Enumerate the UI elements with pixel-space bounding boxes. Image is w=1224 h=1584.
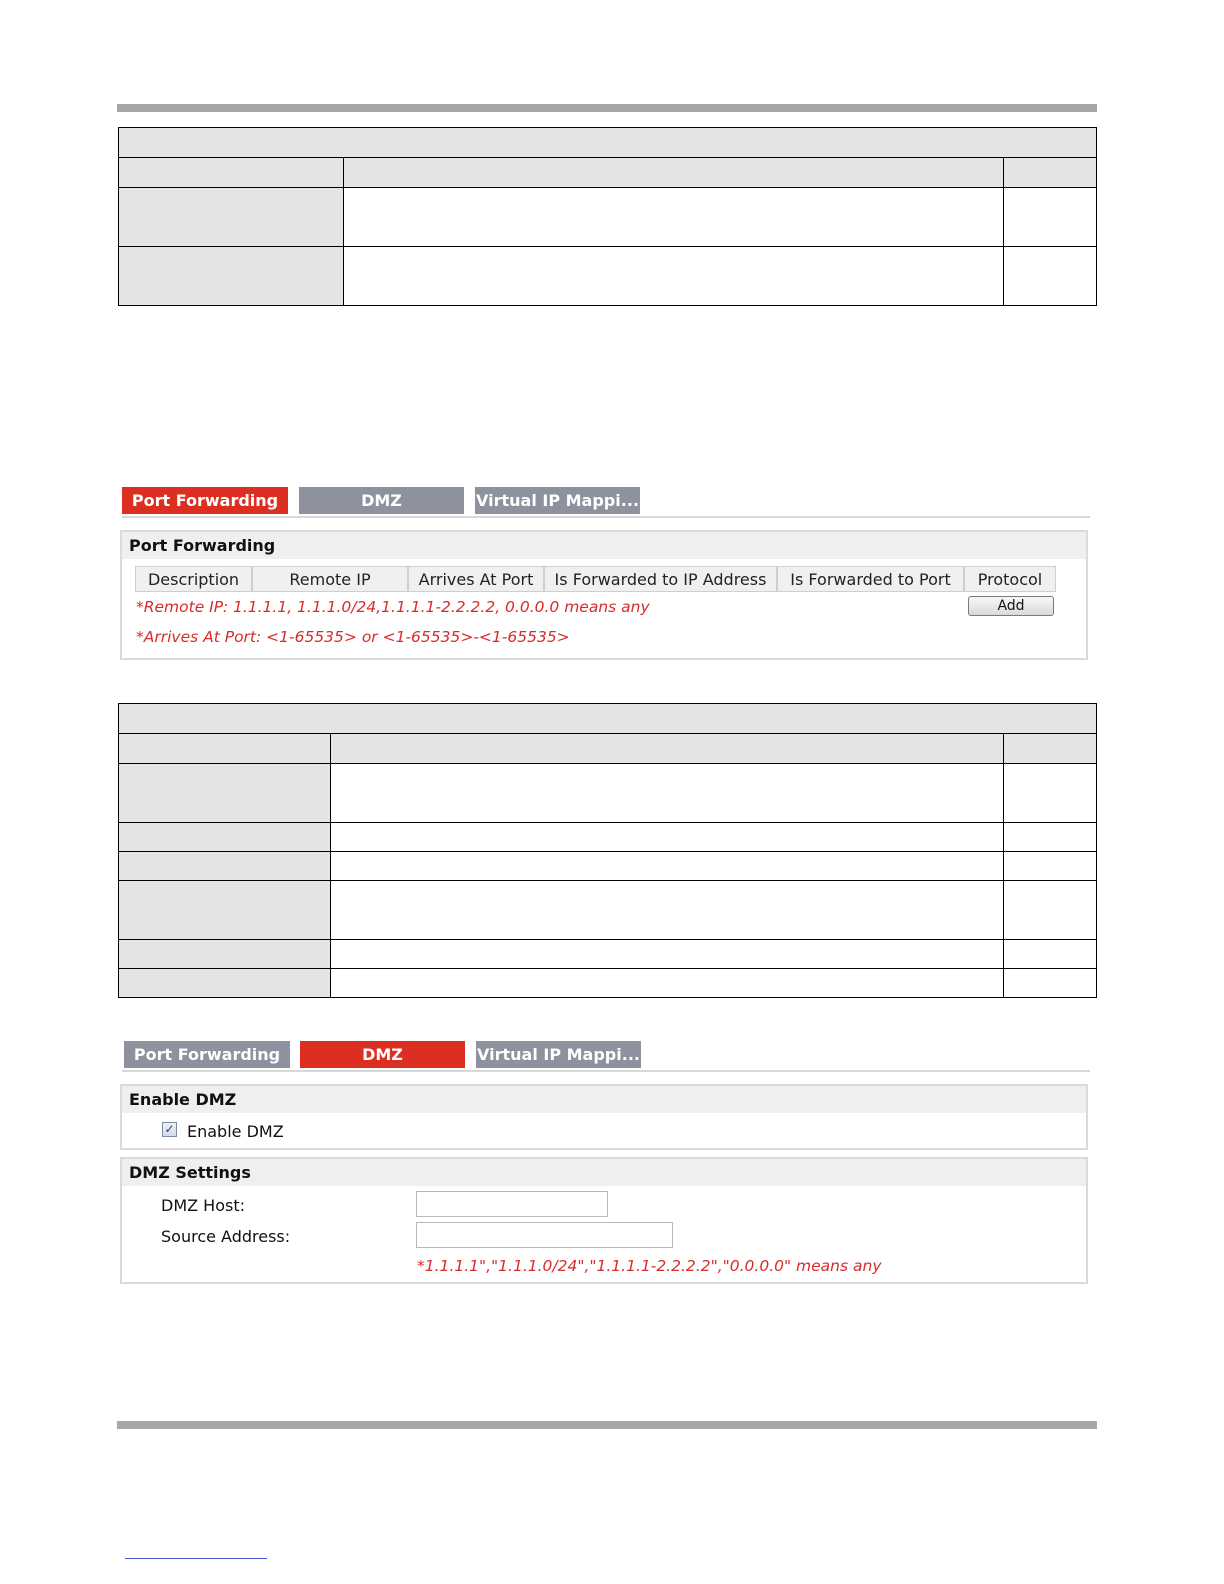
dmz-settings-title: DMZ Settings [122, 1159, 1086, 1186]
col-remote-ip: Remote IP [252, 566, 408, 592]
col-arrives-at-port: Arrives At Port [408, 566, 544, 592]
footer-link-underline [125, 1558, 267, 1559]
enable-dmz-title: Enable DMZ [122, 1086, 1086, 1113]
doc-table-2-title [119, 704, 1097, 734]
tab-port-forwarding[interactable]: Port Forwarding [122, 487, 288, 514]
tab-virtual-ip-mapping[interactable]: Virtual IP Mappi... [476, 1041, 641, 1068]
doc-table-1-title [119, 128, 1097, 158]
header-rule [117, 104, 1097, 112]
col-description: Description [135, 566, 252, 592]
enable-dmz-checkbox[interactable]: ✓ [162, 1122, 177, 1137]
arrives-port-note: *Arrives At Port: <1-65535> or <1-65535>-<1-65535> [136, 628, 570, 646]
footer-rule [117, 1421, 1097, 1429]
tab-underline [122, 516, 1090, 518]
enable-dmz-label: Enable DMZ [187, 1122, 284, 1141]
tab-underline [122, 1070, 1090, 1072]
col-forwarded-port: Is Forwarded to Port [777, 566, 964, 592]
port-forwarding-panel [120, 530, 1088, 660]
dmz-settings-panel [120, 1157, 1088, 1284]
enable-dmz-panel [120, 1084, 1088, 1150]
tab-port-forwarding[interactable]: Port Forwarding [124, 1041, 290, 1068]
tab-dmz[interactable]: DMZ [300, 1041, 465, 1068]
dmz-host-input[interactable] [416, 1191, 608, 1217]
col-protocol: Protocol [964, 566, 1056, 592]
add-button[interactable]: Add [968, 596, 1054, 616]
source-address-label: Source Address: [161, 1227, 291, 1246]
source-address-note: *1.1.1.1","1.1.1.0/24","1.1.1.1-2.2.2.2","0.0.0.0" means any [417, 1257, 882, 1275]
tab-dmz[interactable]: DMZ [299, 487, 464, 514]
port-forwarding-title: Port Forwarding [122, 532, 1086, 559]
tab-virtual-ip-mapping[interactable]: Virtual IP Mappi... [475, 487, 640, 514]
dmz-host-label: DMZ Host: [161, 1196, 245, 1215]
col-forwarded-ip: Is Forwarded to IP Address [544, 566, 777, 592]
source-address-input[interactable] [416, 1222, 673, 1248]
remote-ip-note: *Remote IP: 1.1.1.1, 1.1.1.0/24,1.1.1.1-2.2.2.2, 0.0.0.0 means any [136, 598, 650, 616]
doc-table-1 [118, 127, 1097, 306]
doc-table-2 [118, 703, 1097, 998]
